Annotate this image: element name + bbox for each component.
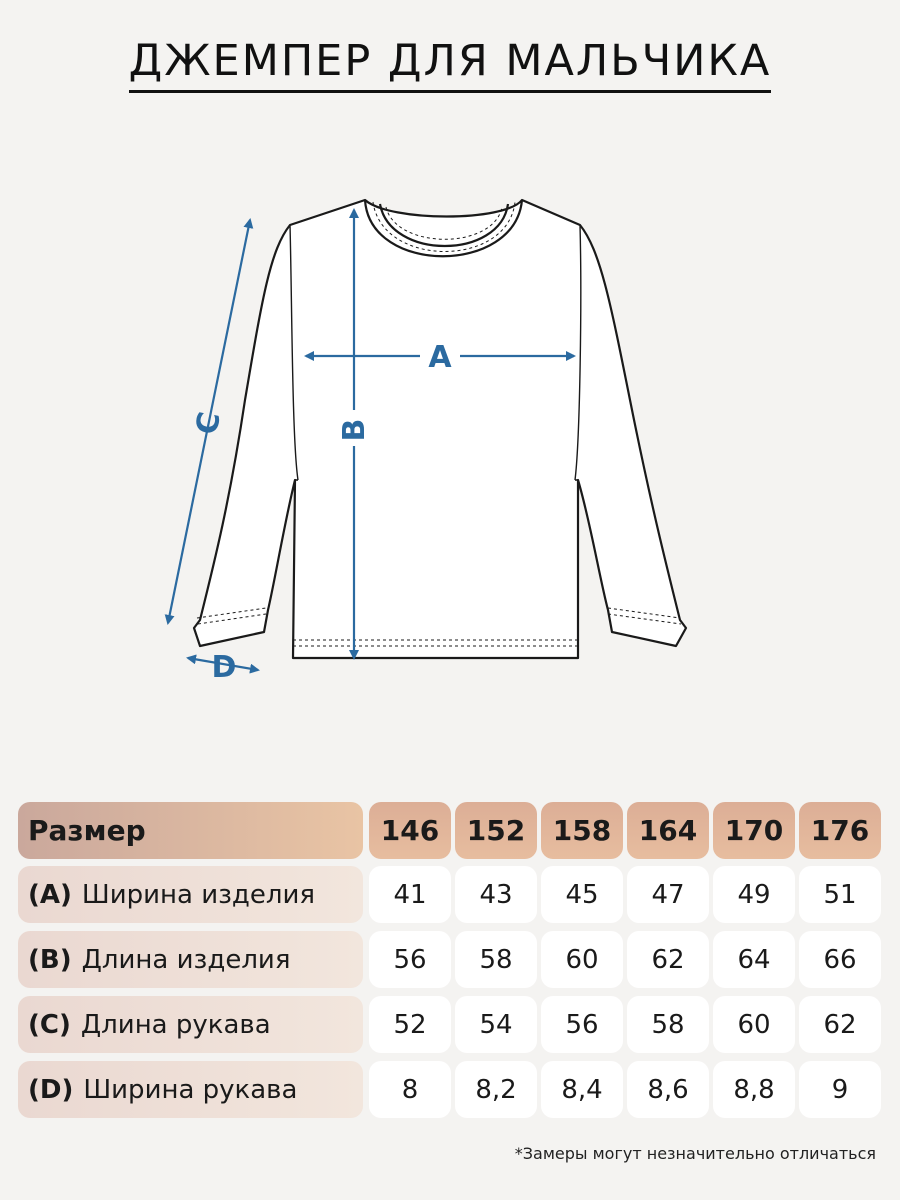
- label-d: D: [211, 650, 237, 685]
- size-146: 146: [369, 802, 451, 859]
- label-a: A: [428, 340, 452, 375]
- table-cell: 60: [713, 996, 795, 1053]
- sweater-outline: [194, 200, 686, 658]
- label-c: C: [189, 409, 228, 438]
- table-cell: 8,6: [627, 1061, 709, 1118]
- size-header-row: [18, 802, 882, 859]
- table-row-d: [18, 1061, 882, 1118]
- table-cell: 54: [455, 996, 537, 1053]
- table-cell: 66: [799, 931, 881, 988]
- footnote: *Замеры могут незначительно отличаться: [514, 1144, 876, 1163]
- row-label-b: [18, 931, 363, 988]
- table-cell: 56: [369, 931, 451, 988]
- table-cell: 58: [627, 996, 709, 1053]
- row-code: (B): [28, 944, 72, 975]
- row-code: (D): [28, 1074, 74, 1105]
- table-cell: 62: [799, 996, 881, 1053]
- row-name: Длина изделия: [81, 944, 291, 975]
- table-cell: 52: [369, 996, 451, 1053]
- row-name: Ширина изделия: [81, 879, 316, 910]
- table-cell: 43: [455, 866, 537, 923]
- row-code: (A): [28, 879, 72, 910]
- row-name: Ширина рукава: [83, 1074, 298, 1105]
- size-176: 176: [799, 802, 881, 859]
- table-cell: 51: [799, 866, 881, 923]
- row-name: Длина рукава: [80, 1009, 271, 1040]
- table-cell: 8,4: [541, 1061, 623, 1118]
- row-label-c: [18, 996, 363, 1053]
- size-header-label: Размер: [18, 802, 363, 859]
- table-row-b: [18, 931, 882, 988]
- table-cell: 64: [713, 931, 795, 988]
- table-cell: 62: [627, 931, 709, 988]
- row-label-a: [18, 866, 363, 923]
- row-code: (C): [28, 1009, 71, 1040]
- table-cell: 8,2: [455, 1061, 537, 1118]
- table-row-a: [18, 866, 882, 923]
- table-cell: 9: [799, 1061, 881, 1118]
- size-170: 170: [713, 802, 795, 859]
- table-cell: 8,8: [713, 1061, 795, 1118]
- label-b: B: [337, 418, 372, 442]
- size-164: 164: [627, 802, 709, 859]
- table-cell: 45: [541, 866, 623, 923]
- table-cell: 58: [455, 931, 537, 988]
- size-152: 152: [455, 802, 537, 859]
- table-cell: 47: [627, 866, 709, 923]
- table-cell: 49: [713, 866, 795, 923]
- table-row-c: [18, 996, 882, 1053]
- row-label-d: [18, 1061, 363, 1118]
- table-cell: 8: [369, 1061, 451, 1118]
- table-cell: 56: [541, 996, 623, 1053]
- sweater-diagram: [0, 180, 900, 700]
- table-cell: 41: [369, 866, 451, 923]
- size-158: 158: [541, 802, 623, 859]
- page-title: ДЖЕМПЕР ДЛЯ МАЛЬЧИКА: [0, 36, 900, 93]
- table-cell: 60: [541, 931, 623, 988]
